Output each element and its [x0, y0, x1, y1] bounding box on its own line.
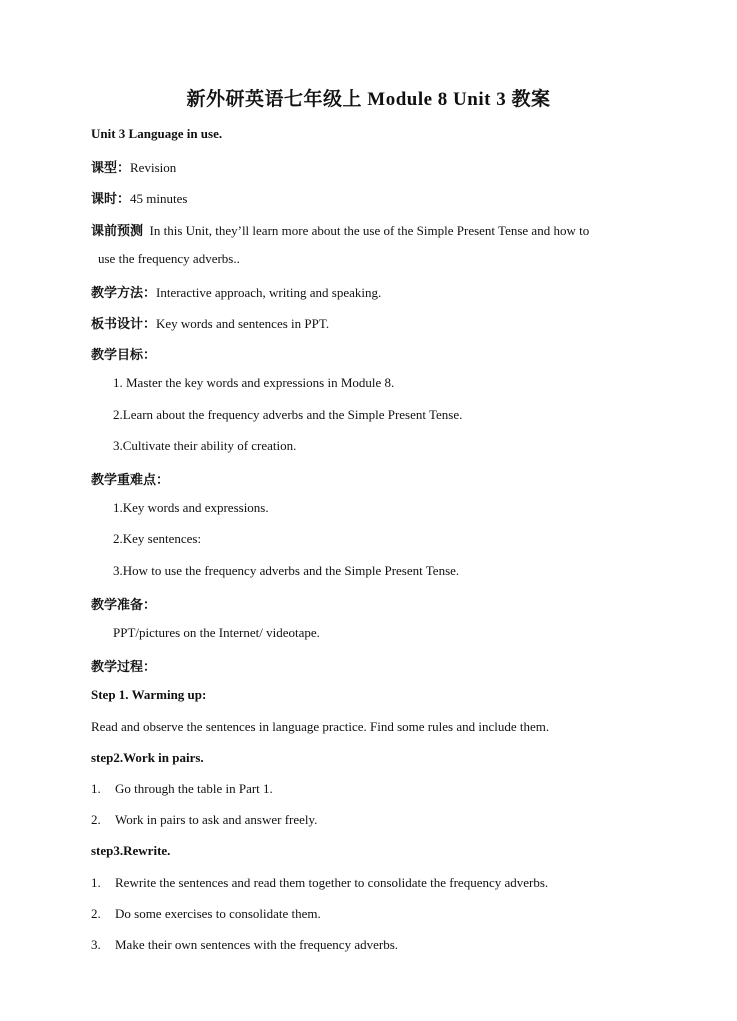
preparation-heading: 教学准备： [91, 597, 157, 612]
method-line [91, 282, 381, 301]
duration-label: 课时： [91, 191, 131, 206]
list-number: 1. [91, 875, 101, 890]
step2-heading: step2.Work in pairs. [91, 750, 204, 765]
list-number: 3. [91, 937, 101, 952]
preview-text-continued: use the frequency adverbs.. [98, 251, 240, 266]
list-text: Do some exercises to consolidate them. [115, 906, 321, 921]
method-value: Interactive approach, writing and speaking. [156, 285, 382, 300]
lesson-type-line [91, 157, 176, 176]
objective-item: 3.Cultivate their ability of creation. [113, 438, 297, 453]
key-point-item: 1.Key words and expressions. [113, 500, 269, 515]
board-line [91, 313, 329, 332]
unit-heading: Unit 3 Language in use. [91, 126, 223, 141]
preparation-value: PPT/pictures on the Internet/ videotape. [113, 625, 320, 640]
step1-text: Read and observe the sentences in language practice. Find some rules and include them. [91, 719, 550, 734]
list-number: 2. [91, 812, 101, 827]
document-title: 新外研英语七年级上 Module 8 Unit 3 教案 [186, 89, 551, 110]
objective-item: 2.Learn about the frequency adverbs and the Simple Present Tense. [113, 407, 463, 422]
list-item [91, 937, 398, 953]
list-text: Rewrite the sentences and read them together to consolidate the frequency adverbs. [115, 875, 549, 890]
step1-heading: Step 1. Warming up: [91, 687, 207, 702]
board-label: 板书设计： [91, 316, 157, 331]
board-value: Key words and sentences in PPT. [156, 316, 330, 331]
lesson-type-value: Revision [130, 160, 177, 175]
method-label: 教学方法： [91, 285, 157, 300]
lesson-type-label: 课型： [91, 160, 131, 175]
duration-line [91, 188, 187, 207]
list-item [91, 781, 273, 797]
list-text: Make their own sentences with the frequency adverbs. [115, 937, 399, 952]
preview-text: In this Unit, they’ll learn more about the use of the Simple Present Tense and how to [149, 223, 590, 238]
list-item [91, 906, 321, 922]
duration-value: 45 minutes [130, 191, 188, 206]
key-point-item: 2.Key sentences: [113, 531, 202, 546]
list-item [91, 812, 317, 828]
objectives-heading: 教学目标： [91, 347, 157, 362]
list-text: Go through the table in Part 1. [115, 781, 273, 796]
list-number: 2. [91, 906, 101, 921]
key-point-item: 3.How to use the frequency adverbs and the Simple Present Tense. [113, 563, 460, 578]
list-text: Work in pairs to ask and answer freely. [115, 812, 318, 827]
process-heading: 教学过程： [91, 659, 157, 674]
list-item [91, 875, 548, 891]
objective-item: 1. Master the key words and expressions in Module 8. [113, 375, 395, 390]
key-points-heading: 教学重难点： [91, 472, 170, 487]
list-number: 1. [91, 781, 101, 796]
step3-heading: step3.Rewrite. [91, 843, 171, 858]
preview-label: 课前预测 [91, 223, 144, 238]
preview-line [91, 220, 589, 239]
